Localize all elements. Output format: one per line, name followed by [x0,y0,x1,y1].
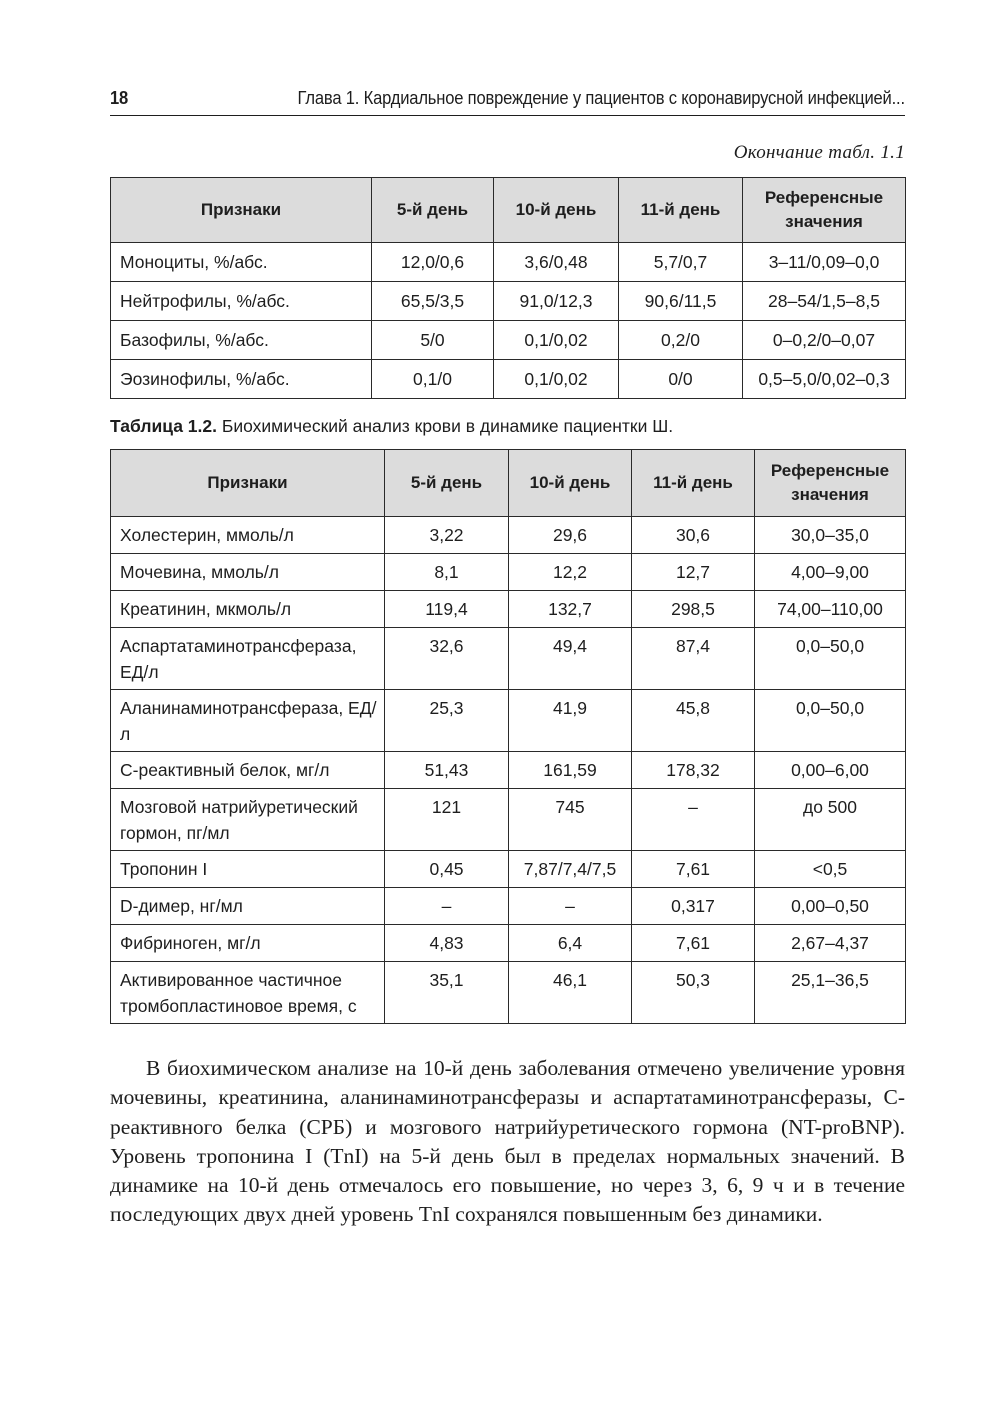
row-label: Креатинин, мкмоль/л [111,591,385,628]
table-cell: – [385,888,509,925]
row-label: С-реактивный белок, мг/л [111,752,385,789]
table-cell: 4,83 [385,925,509,962]
table-row [111,851,906,888]
table-cell: 41,9 [509,690,632,752]
table-cell: <0,5 [755,851,906,888]
column-header: Референсные значения [755,450,906,517]
row-label: Холестерин, ммоль/л [111,517,385,554]
column-header: Признаки [111,178,372,243]
table-cell: до 500 [755,789,906,851]
column-header: Признаки [111,450,385,517]
table-row [111,690,906,752]
table-cell: 0,1/0 [372,360,494,399]
row-label: Активированное частичное тромбопластиновое время, с [111,962,385,1024]
table-cell: 0,00–0,50 [755,888,906,925]
row-label: Аспартатаминотрансфераза, ЕД/л [111,628,385,690]
body-paragraph: В биохимическом анализе на 10-й день заболевания отмечено увеличение уровня мочевины, креатинина, аланинаминотрансферазы и аспартатаминотрансферазы, С-реактивного белка (СРБ) и мозгового натрийуретического гормона (NT-proBNP). Уровень тропонина I (TnI) на 5-й день был в пределах нормальных значений. В динамике на 10-й день отмечалось его повышение, но через 3, 6, 9 ч и в течение последующих двух дней уровень TnI сохранялся повышенным без динамики. [110,1056,905,1227]
table-cell: 50,3 [632,962,755,1024]
row-label: Мозговой натрийуретический гормон, пг/мл [111,789,385,851]
table-cell: 3,6/0,48 [494,243,619,282]
table-cell: 46,1 [509,962,632,1024]
row-label: Моноциты, %/абс. [111,243,372,282]
book-page [110,88,905,1251]
table-cell: 178,32 [632,752,755,789]
table-row [111,517,906,554]
table2-caption-label: Таблица 1.2. [110,416,217,436]
table-cell: 74,00–110,00 [755,591,906,628]
table-row [111,591,906,628]
column-header: Референсные значения [743,178,906,243]
row-label: Нейтрофилы, %/абс. [111,282,372,321]
table-header-row [111,450,906,517]
running-header [110,88,905,115]
table-cell: 51,43 [385,752,509,789]
table-cell: 91,0/12,3 [494,282,619,321]
table-cell: 29,6 [509,517,632,554]
table-cell: 0–0,2/0–0,07 [743,321,906,360]
table2-caption [110,416,905,437]
row-label: Фибриноген, мг/л [111,925,385,962]
header-rule [110,115,905,116]
table-cell: 35,1 [385,962,509,1024]
table-cell: 12,0/0,6 [372,243,494,282]
table-cell: 5/0 [372,321,494,360]
table-row [111,243,906,282]
table-cell: 12,2 [509,554,632,591]
table-cell: 28–54/1,5–8,5 [743,282,906,321]
row-label: D-димер, нг/мл [111,888,385,925]
table-cell: 25,1–36,5 [755,962,906,1024]
column-header: 5-й день [385,450,509,517]
table-row [111,628,906,690]
table-cell: 12,7 [632,554,755,591]
table-cell: 3–11/0,09–0,0 [743,243,906,282]
table1-continuation-caption: Окончание табл. 1.1 [733,142,905,163]
table-cell: 298,5 [632,591,755,628]
table-cell: 0,1/0,02 [494,321,619,360]
table-cell: 6,4 [509,925,632,962]
row-label: Мочевина, ммоль/л [111,554,385,591]
table-cell: 2,67–4,37 [755,925,906,962]
table-cell: 8,1 [385,554,509,591]
table-cell: 0,2/0 [619,321,743,360]
table-cell: 0,5–5,0/0,02–0,3 [743,360,906,399]
table-cell: 25,3 [385,690,509,752]
table-cell: 45,8 [632,690,755,752]
table-row [111,360,906,399]
table-cell: 161,59 [509,752,632,789]
column-header: 5-й день [372,178,494,243]
table-cell: 30,0–35,0 [755,517,906,554]
table-cell: 7,87/7,4/7,5 [509,851,632,888]
table-row [111,752,906,789]
page-number: 18 [110,88,129,108]
table-1-2 [110,449,906,1024]
row-label: Тропонин I [111,851,385,888]
table-row [111,962,906,1024]
table-1-1 [110,177,906,399]
table-row [111,789,906,851]
table-cell: 0,00–6,00 [755,752,906,789]
table-cell: 121 [385,789,509,851]
table-row [111,321,906,360]
table-row [111,888,906,925]
table-cell: 7,61 [632,925,755,962]
chapter-title: Глава 1. Кардиальное повреждение у пациентов с коронавирусной инфекцией... [297,88,905,108]
table-cell: 87,4 [632,628,755,690]
table-cell: – [509,888,632,925]
table-cell: 65,5/3,5 [372,282,494,321]
table-cell: – [632,789,755,851]
table-cell: 0,45 [385,851,509,888]
table-row [111,554,906,591]
column-header: 11-й день [619,178,743,243]
column-header: 11-й день [632,450,755,517]
table2-caption-text: Биохимический анализ крови в динамике пациентки Ш. [217,416,674,436]
table-cell: 0/0 [619,360,743,399]
table-cell: 0,317 [632,888,755,925]
table-cell: 119,4 [385,591,509,628]
table-cell: 30,6 [632,517,755,554]
table-cell: 0,0–50,0 [755,628,906,690]
table-cell: 5,7/0,7 [619,243,743,282]
row-label: Базофилы, %/абс. [111,321,372,360]
table-cell: 0,0–50,0 [755,690,906,752]
table-header-row [111,178,906,243]
table-cell: 132,7 [509,591,632,628]
table-cell: 3,22 [385,517,509,554]
table-cell: 745 [509,789,632,851]
table-row [111,282,906,321]
column-header: 10-й день [494,178,619,243]
table-cell: 4,00–9,00 [755,554,906,591]
column-header: 10-й день [509,450,632,517]
row-label: Аланинаминотрансфераза, ЕД/л [111,690,385,752]
table-cell: 49,4 [509,628,632,690]
row-label: Эозинофилы, %/абс. [111,360,372,399]
table-cell: 0,1/0,02 [494,360,619,399]
table-cell: 90,6/11,5 [619,282,743,321]
table-cell: 7,61 [632,851,755,888]
table-row [111,925,906,962]
table-cell: 32,6 [385,628,509,690]
